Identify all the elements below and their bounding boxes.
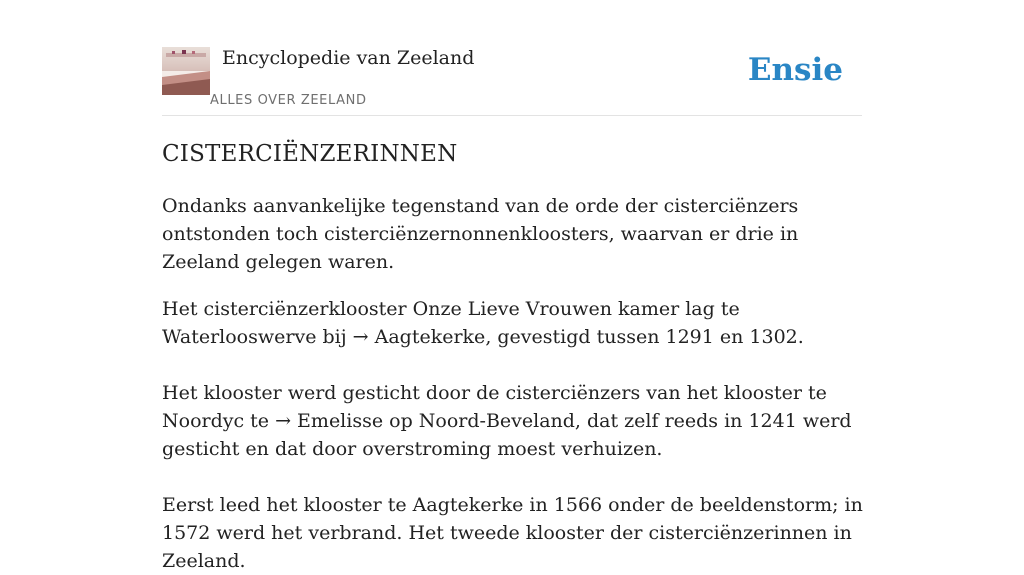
emelisse-link[interactable]: → Emelisse [275,410,384,432]
paragraph-text: op Noord-Beveland, dat zelf reeds in 1241 werd gesticht en dat door overstroming moest verhuizen. [162,410,852,460]
article-lead: Ondanks aanvankelijke tegenstand van de orde der cisterciënzers ontstonden toch cisterciënzernonnenkloosters, waarvan er drie in Zeeland gelegen waren. [162,195,799,273]
ensie-logo-link[interactable]: Ensie [747,52,843,88]
article-paragraph-3 [162,491,874,575]
site-avatar-image [162,47,210,95]
article-paragraph-2 [162,379,874,463]
article-paragraph-1 [162,295,874,351]
article-title: CISTERCIËNZERINNEN [162,141,458,167]
paragraph-text: Het klooster werd gesticht door de cisterciënzers van het klooster te Noordyc te [162,382,827,432]
site-header [162,0,862,116]
site-tagline: ALLES OVER ZEELAND [210,93,367,108]
paragraph-text: , gevestigd tussen 1291 en 1302. [485,326,804,348]
paragraph-text: Eerst leed het klooster te Aagtekerke in 1566 onder de beeldenstorm; in 1572 werd het verbrand. Het tweede klooster der cisterciënzerinnen in Zeeland. [162,494,863,572]
site-avatar[interactable] [162,47,210,95]
site-title-link[interactable]: Encyclopedie van Zeeland [222,47,475,69]
aagtekerke-link[interactable]: → Aagtekerke [352,326,486,348]
article [162,138,874,575]
paragraph-text: Het cisterciënzerklooster Onze Lieve Vrouwen kamer lag te Waterlooswerve bij [162,298,740,348]
